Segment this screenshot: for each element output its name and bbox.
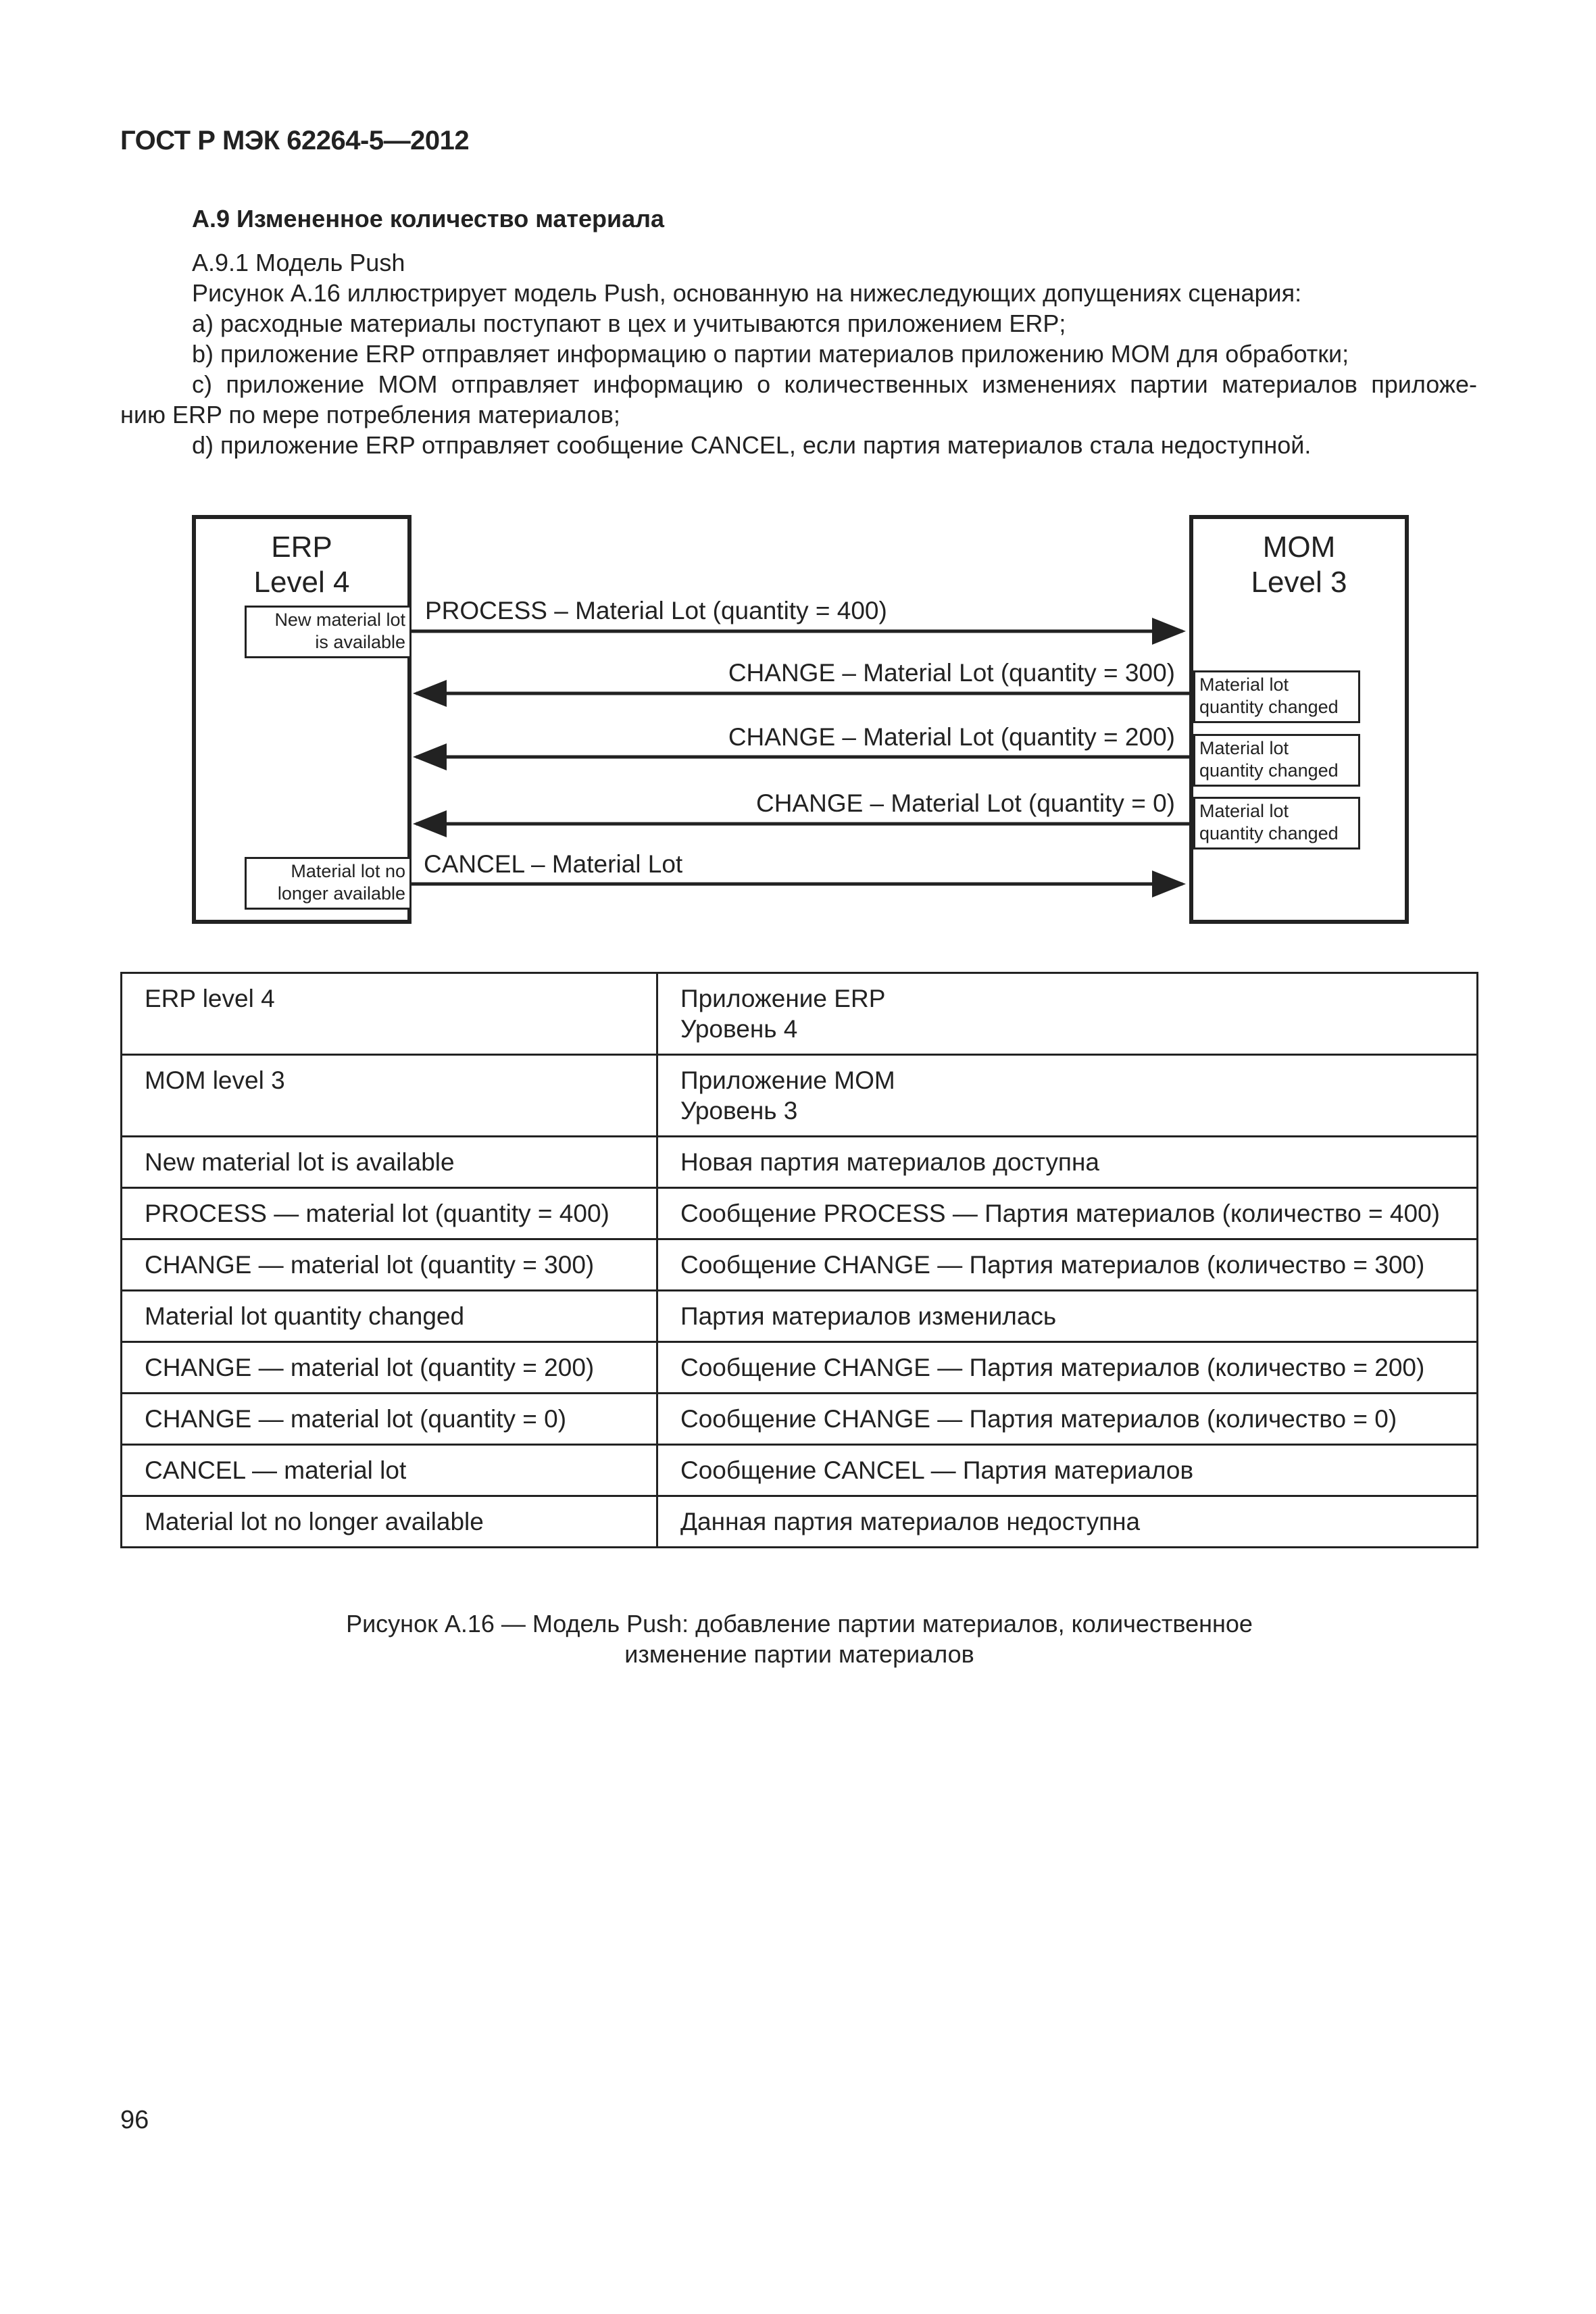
note-new-material-lot bbox=[245, 606, 412, 658]
cell-line: Уровень 4 bbox=[680, 1015, 798, 1043]
document-header: ГОСТ Р МЭК 62264-5—2012 bbox=[120, 126, 470, 155]
mom-lane-name: MOM bbox=[1262, 531, 1336, 564]
table-row bbox=[122, 973, 1478, 1055]
table-cell-ru: Сообщение CHANGE — Партия материалов (количество = 300) bbox=[657, 1239, 1478, 1291]
page-number: 96 bbox=[120, 2106, 149, 2134]
list-item-d: d) приложение ERP отправляет сообщение CANCEL, если партия материалов стала недоступной. bbox=[192, 431, 1312, 459]
note-line: Material lot bbox=[1199, 801, 1289, 821]
table-cell-en: MOM level 3 bbox=[122, 1055, 657, 1137]
legend-table bbox=[120, 972, 1478, 1548]
message-label-change-300: CHANGE – Material Lot (quantity = 300) bbox=[728, 659, 1175, 687]
table-cell-en: ERP level 4 bbox=[122, 973, 657, 1055]
table-row bbox=[122, 1496, 1478, 1548]
note-material-lot-unavailable bbox=[245, 857, 412, 910]
section-title: А.9 Измененное количество материала bbox=[192, 205, 665, 232]
mom-lane bbox=[1189, 515, 1409, 924]
table-cell-ru: Данная партия материалов недоступна bbox=[657, 1496, 1478, 1548]
list-item-c-continued: нию ERP по мере потребления материалов; bbox=[120, 401, 620, 428]
table-row bbox=[122, 1188, 1478, 1239]
note-line: quantity changed bbox=[1199, 823, 1339, 843]
table-row bbox=[122, 1239, 1478, 1291]
intro-paragraph: Рисунок А.16 иллюстрирует модель Push, основанную на нижеследующих допущениях сценария: bbox=[192, 279, 1302, 307]
sequence-diagram bbox=[192, 515, 1409, 924]
note-quantity-changed-1 bbox=[1193, 670, 1360, 723]
erp-lane-level: Level 4 bbox=[253, 566, 350, 599]
cell-line: Приложение ERP bbox=[680, 985, 886, 1012]
table-cell-ru: Новая партия материалов доступна bbox=[657, 1137, 1478, 1188]
table-cell-en: PROCESS — material lot (quantity = 400) bbox=[122, 1188, 657, 1239]
table-row bbox=[122, 1055, 1478, 1137]
table-cell-en: CANCEL — material lot bbox=[122, 1445, 657, 1496]
cell-line: Приложение МОМ bbox=[680, 1066, 895, 1094]
table-cell-ru bbox=[657, 1055, 1478, 1137]
table-cell-ru: Партия материалов изменилась bbox=[657, 1291, 1478, 1342]
table-cell-en: Material lot no longer available bbox=[122, 1496, 657, 1548]
table-row bbox=[122, 1342, 1478, 1394]
list-item-a: а) расходные материалы поступают в цех и учитываются приложением ERP; bbox=[192, 310, 1066, 337]
caption-line: изменение партии материалов bbox=[624, 1640, 974, 1668]
note-quantity-changed-3 bbox=[1193, 797, 1360, 850]
note-line: New material lot bbox=[274, 610, 405, 630]
message-label-cancel: CANCEL – Material Lot bbox=[424, 850, 683, 878]
table-cell-en: CHANGE — material lot (quantity = 0) bbox=[122, 1394, 657, 1445]
note-line: is available bbox=[315, 632, 405, 652]
erp-lane-title bbox=[196, 530, 407, 600]
table-row bbox=[122, 1291, 1478, 1342]
list-item-c: c) приложение МОМ отправляет информацию о количественных изменениях партии материалов приложе- bbox=[192, 370, 1477, 398]
table-cell-ru bbox=[657, 973, 1478, 1055]
mom-lane-title bbox=[1193, 530, 1405, 600]
message-label-change-0: CHANGE – Material Lot (quantity = 0) bbox=[755, 789, 1175, 817]
table-cell-en: New material lot is available bbox=[122, 1137, 657, 1188]
mom-lane-level: Level 3 bbox=[1251, 566, 1347, 599]
caption-line: Рисунок А.16 — Модель Push: добавление партии материалов, количественное bbox=[346, 1610, 1253, 1638]
table-cell-ru: Сообщение CHANGE — Партия материалов (количество = 200) bbox=[657, 1342, 1478, 1394]
figure-caption bbox=[120, 1608, 1478, 1669]
table-cell-en: CHANGE — material lot (quantity = 300) bbox=[122, 1239, 657, 1291]
cell-line: Уровень 3 bbox=[680, 1097, 798, 1125]
note-line: longer available bbox=[277, 883, 405, 904]
message-label-process: PROCESS – Material Lot (quantity = 400) bbox=[425, 597, 887, 624]
note-line: quantity changed bbox=[1199, 697, 1339, 717]
table-cell-ru: Сообщение CHANGE — Партия материалов (количество = 0) bbox=[657, 1394, 1478, 1445]
list-item-b: b) приложение ERP отправляет информацию о партии материалов приложению МОМ для обработки; bbox=[192, 340, 1349, 368]
table-cell-en: CHANGE — material lot (quantity = 200) bbox=[122, 1342, 657, 1394]
table-row bbox=[122, 1137, 1478, 1188]
erp-lane bbox=[192, 515, 412, 924]
note-line: Material lot bbox=[1199, 674, 1289, 695]
table-cell-en: Material lot quantity changed bbox=[122, 1291, 657, 1342]
note-line: Material lot no bbox=[291, 861, 405, 881]
note-quantity-changed-2 bbox=[1193, 734, 1360, 787]
table-cell-ru: Сообщение CANCEL — Партия материалов bbox=[657, 1445, 1478, 1496]
note-line: Material lot bbox=[1199, 738, 1289, 758]
table-cell-ru: Сообщение PROCESS — Партия материалов (количество = 400) bbox=[657, 1188, 1478, 1239]
table-row bbox=[122, 1445, 1478, 1496]
erp-lane-name: ERP bbox=[271, 531, 332, 564]
subsection-title: А.9.1 Модель Push bbox=[192, 249, 405, 276]
note-line: quantity changed bbox=[1199, 760, 1339, 781]
message-label-change-200: CHANGE – Material Lot (quantity = 200) bbox=[728, 723, 1175, 751]
table-row bbox=[122, 1394, 1478, 1445]
